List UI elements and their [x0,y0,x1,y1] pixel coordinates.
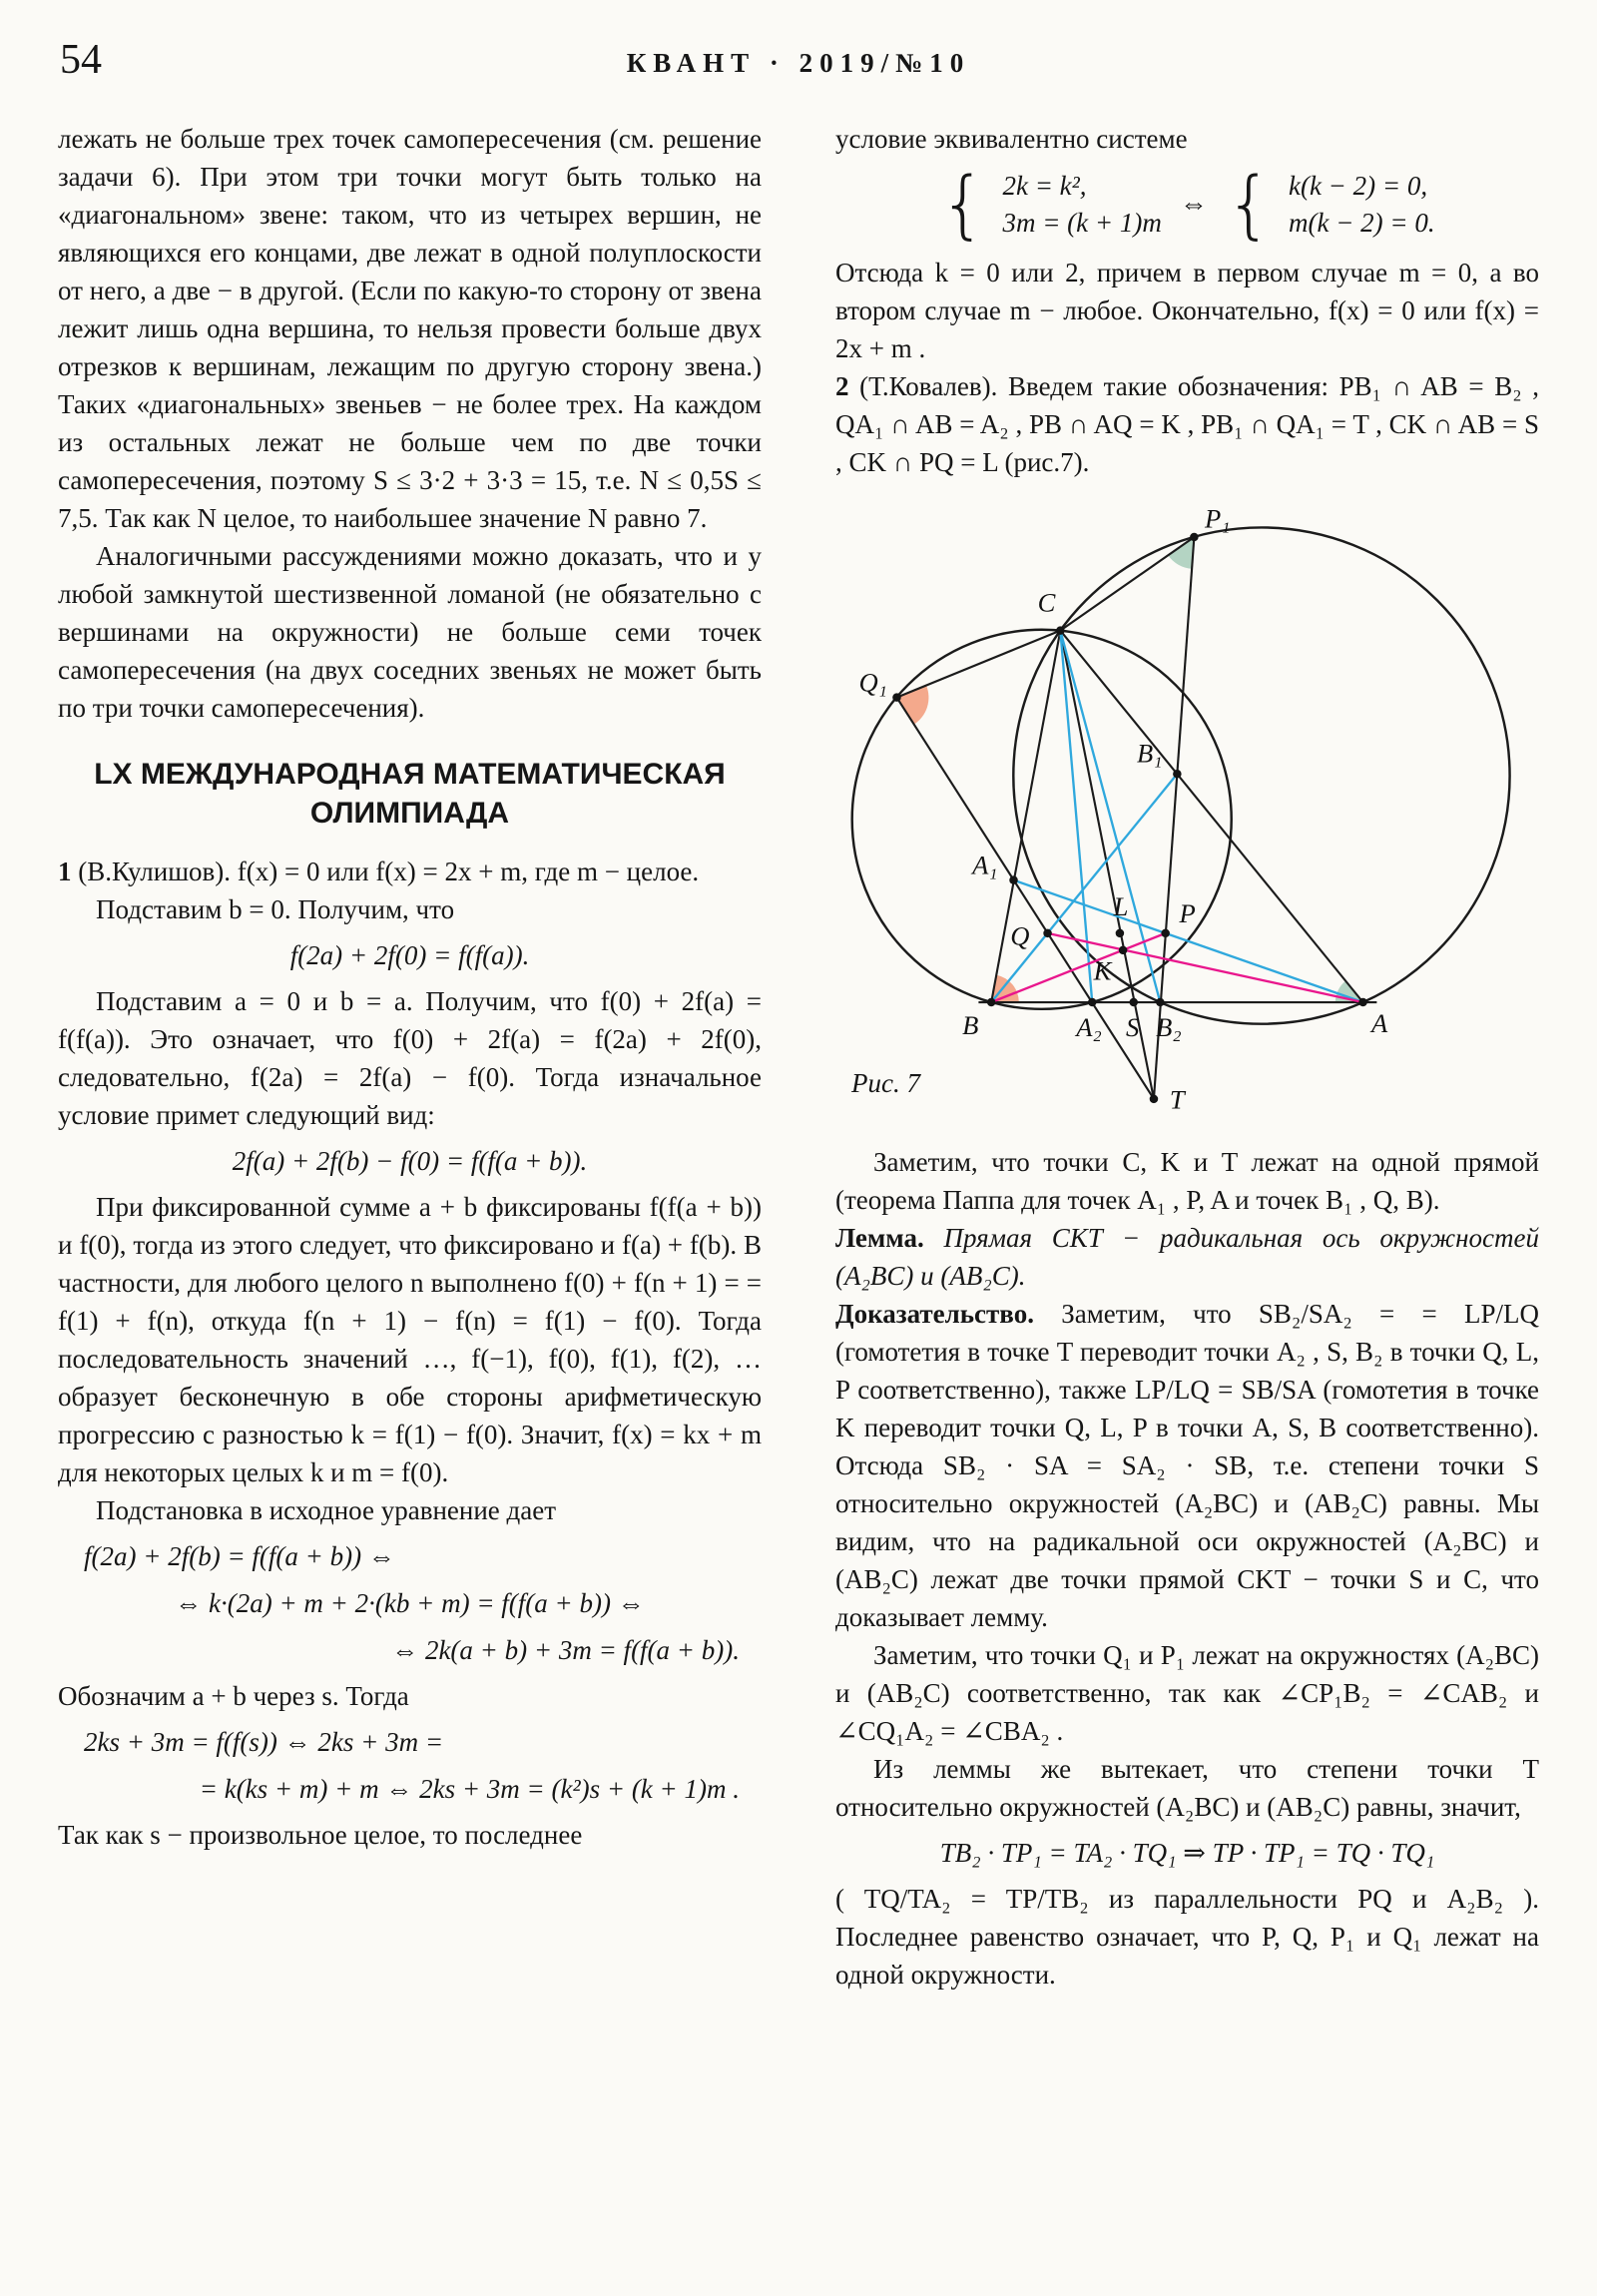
problem-2-statement [835,367,1539,481]
system-equation: m(k − 2) = 0. [1288,208,1435,238]
system-equation: 2k = k², [1002,171,1087,201]
label-q1: Q₁ [857,667,887,698]
proof [835,1295,1539,1636]
lemma-label: Лемма. [835,1223,924,1253]
body-paragraph: Аналогичными рассуждениями можно доказать, что и у любой замкнутой шестизвенной ломаной (не обязательно с вершинами на окружности) не больше семи точек самопересечения (на двух соседних звеньях не может быть по три точки самопересечения). [58,541,762,723]
point-l [1115,929,1124,938]
label-l: L [1113,890,1128,921]
system-right-rows [1289,168,1435,242]
system-right-brace: { [1225,161,1273,248]
proof-label: Доказательство. [835,1299,1034,1329]
body-paragraph: Заметим, что точки Q₁ и P₁ лежат на окружностях (A₂BC) и (AB₂C) соответственно, так как ∠CP₁B₂ = ∠CAB₂ и ∠CQ₁A₂ = ∠CBA₂ . [835,1640,1539,1746]
point-q1 [892,693,901,702]
lemma-text: Прямая CKT − радикальная ось окружностей (A₂BC) и (AB₂C). [835,1223,1539,1291]
right-column [835,120,1539,1994]
label-p1: P₁ [1204,503,1231,534]
display-formula: TB₂ · TP₁ = TA₂ · TQ₁ ⇒ TP · TP₁ = TQ · TQ₁ [939,1838,1435,1868]
label-a1: A₁ [971,850,998,880]
point-c [1056,626,1065,635]
line-c-k-s-t [1060,631,1154,1099]
body-paragraph: лежать не больше трех точек самопересечения (см. решение задачи 6). При этом три точки могут быть только на «диагональном» звене: таком, что из четырех вершин, не являющихся его концами, две лежат в одной полуплоскости от него, а две − в другой. (Если по какую-то сторону от звена лежит лишь одна вершина, то нельзя провести больше двух отрезков к вершинам, лежащим по другую сторону звена.) Таких «диагональных» звеньев − не более трех. На каждом из остальных лежат не больше чем по две точки самопересечения, поэтому S ≤ 3·2 + 3·3 = 15, т.е. N ≤ 0,5S ≤ 7,5. Так как N целое, то наибольшее значение N равно 7. [58,124,762,533]
point-a2 [1087,998,1096,1007]
body-paragraph: Подстановка в исходное уравнение дает [96,1495,557,1525]
point-p [1161,929,1170,938]
point-b2 [1156,998,1165,1007]
display-formula: f(2a) + 2f(0) = f(f(a)). [289,940,530,970]
problem-2-number: 2 [835,371,849,401]
body-paragraph: Подставим b = 0. Получим, что [96,894,455,924]
body-paragraph: Отсюда k = 0 или 2, причем в первом случае m = 0, а во втором случае m − любое. Окончательно, f(x) = 0 или f(x) = 2x + m . [835,258,1539,363]
two-column-layout [58,120,1539,1994]
figure-7 [835,487,1539,1135]
label-b1: B₁ [1136,738,1162,769]
point-p1 [1190,533,1199,542]
page-header [58,36,1539,100]
label-a: A [1370,1007,1387,1038]
point-k [1118,946,1127,955]
body-paragraph: Из леммы же вытекает, что степени точки T относительно окружностей (A₂BC) и (AB₂C) равны, значит, [835,1754,1539,1822]
journal-masthead: КВАНТ · 2019/№10 [626,48,971,78]
system-left-brace: { [939,161,987,248]
problem-2-text: (Т.Ковалев). Введем такие обозначения: PB₁ ∩ AB = B₂ , QA₁ ∩ AB = A₂ , PB ∩ AQ = K , PB₁ ∩ QA₁ = T , CK ∩ AB = S , CK ∩ PQ = L (рис.7). [835,371,1539,477]
point-a1 [1009,875,1018,884]
display-formula: 2ks + 3m = f(f(s)) ⇔ 2ks + 3m = [84,1727,444,1757]
body-paragraph: Подставим a = 0 и b = a. Получим, что f(0) + 2f(a) = f(f(a)). Это означает, что f(0) + 2f(a) = f(2a) + 2f(0), следовательно, f(2a) = 2f(a) − f(0). Тогда изначальное условие примет следующий вид: [58,986,762,1130]
body-paragraph: ( TQ/TA₂ = TP/TB₂ из параллельности PQ и A₂B₂ ). Последнее равенство означает, что P, Q, P₁ и Q₁ лежат на одной окружности. [835,1884,1539,1990]
point-t [1149,1095,1158,1104]
display-formula: ⇔ 2k(a + b) + 3m = f(f(a + b)). [391,1635,740,1665]
figure-caption: Рис. 7 [851,1068,920,1098]
display-formula: ⇔ k·(2a) + m + 2·(kb + m) = f(f(a + b)) ⇔ [175,1588,645,1618]
point-q [1043,929,1052,938]
label-a2: A₂ [1075,1012,1102,1043]
label-b2: B₂ [1155,1012,1182,1043]
display-formula: f(2a) + 2f(b) = f(f(a + b)) ⇔ [84,1541,395,1571]
proof-text: Заметим, что SB₂/SA₂ = = LP/LQ (гомотетия в точке T переводит точки A₂ , S, B₂ в точки Q, L, P соответственно), также LP/LQ = SB/SA (гомотетия в точке K переводит точки Q, L, P в точки A, S, B соответственно). Отсюда SB₂ · SA = SA₂ · SB, т.е. степени точки S относительно окружностей (A₂BC) и (AB₂C) равны. Мы видим, что на радикальной оси окружностей (A₂BC) и (AB₂C) лежат две точки прямой CKT − точки S и C, что доказывает лемму. [835,1299,1539,1632]
system-equation: 3m = (k + 1)m [1002,208,1162,238]
body-paragraph: Заметим, что точки C, K и T лежат на одной прямой (теорема Паппа для точек A₁ , P, A и точек B₁ , Q, B). [835,1147,1539,1215]
system-left-rows [1002,168,1161,242]
point-b1 [1173,770,1182,779]
label-c: C [1037,587,1055,618]
equivalence-arrow: ⇔ [1179,189,1208,220]
page-number: 54 [60,37,102,83]
point-s [1129,998,1138,1007]
equation-system [835,161,1539,248]
body-paragraph: При фиксированной сумме a + b фиксированы f(f(a + b)) и f(0), тогда из этого следует, что фиксировано и f(a) + f(b). В частности, для любого целого n выполнено f(0) + f(n + 1) = = f(1) + f(n), откуда f(n + 1) − f(n) = f(1) − f(0). Тогда последовательность значений …, f(−1), f(0), f(1), f(2), … образует бесконечную в обе стороны арифметическую прогрессию с разностью k = f(1) − f(0). Значит, f(x) = kx + m для некоторых целых k и m = f(0). [58,1192,762,1487]
body-paragraph: Обозначим a + b через s. Тогда [58,1681,409,1711]
problem-1-statement [58,853,762,890]
chord-c-p1 [1060,537,1194,631]
body-paragraph: условие эквивалентно системе [835,124,1188,154]
point-b [986,998,995,1007]
lemma [835,1219,1539,1295]
left-column [58,120,762,1994]
label-s: S [1125,1012,1139,1043]
problem-1-answer: (В.Кулишов). f(x) = 0 или f(x) = 2x + m, где m − целое. [71,857,700,886]
label-k: K [1093,955,1111,986]
label-p: P [1178,898,1196,929]
olympiad-heading: LX МЕЖДУНАРОДНАЯ МАТЕМАТИЧЕСКАЯ ОЛИМПИАДА [94,758,726,830]
display-formula: = k(ks + m) + m ⇔ 2ks + 3m = (k²)s + (k + 1)m . [199,1774,740,1804]
label-b: B [961,1009,978,1040]
display-formula: 2f(a) + 2f(b) − f(0) = f(f(a + b)). [232,1146,588,1176]
label-q: Q [1009,920,1029,951]
geometry-diagram [842,487,1533,1135]
body-paragraph: Так как s − произвольное целое, то последнее [58,1820,583,1850]
label-t: T [1169,1084,1185,1115]
point-a [1358,998,1367,1007]
system-equation: k(k − 2) = 0, [1288,171,1428,201]
problem-1-number: 1 [58,857,72,886]
